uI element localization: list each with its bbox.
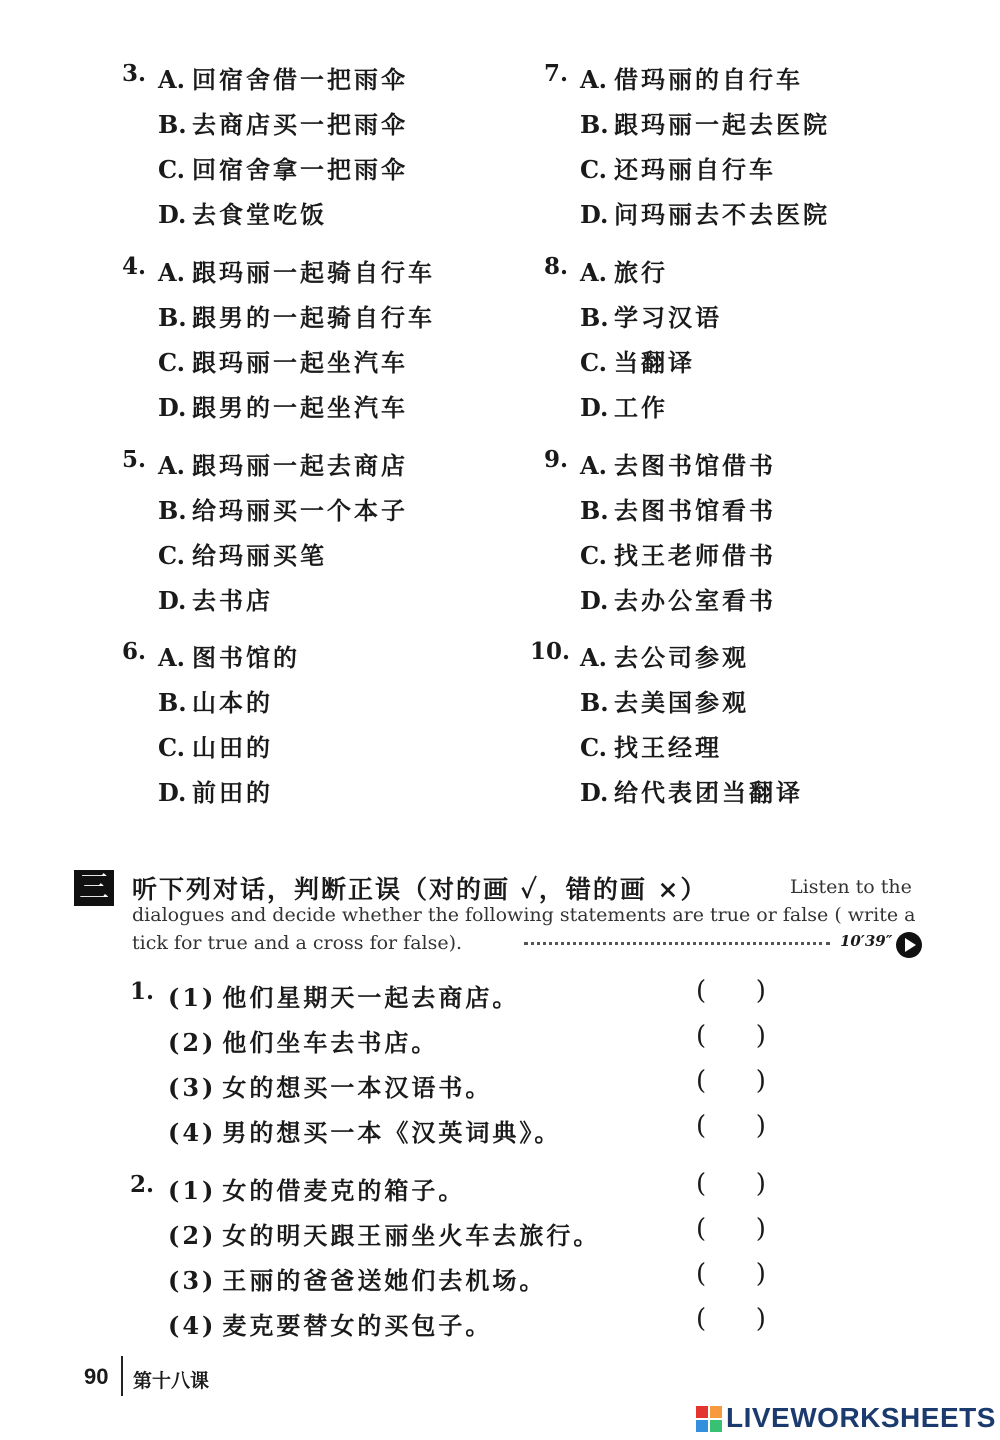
answer-option[interactable]: [580, 388, 668, 423]
section-title: 听下列对话，判断正误（对的画 ✓，错的画 ×）: [132, 875, 708, 904]
question-number: 4.: [122, 253, 147, 280]
option-text: 去图书馆看书: [614, 496, 776, 525]
option-text: 图书馆的: [192, 643, 300, 672]
answer-option[interactable]: [580, 150, 776, 185]
tf-statement-text: 男的想买一本《汉英词典》。: [222, 1118, 562, 1147]
option-letter: D.: [580, 393, 609, 422]
option-text: 找王经理: [614, 733, 722, 762]
footer-divider: [121, 1356, 123, 1396]
answer-option[interactable]: [580, 491, 776, 526]
option-text: 给代表团当翻译: [614, 778, 803, 807]
answer-option[interactable]: [158, 298, 435, 333]
answer-blank[interactable]: ( ): [696, 1214, 766, 1244]
option-text: 给玛丽买笔: [192, 541, 327, 570]
answer-blank[interactable]: ( ): [696, 1169, 766, 1199]
answer-blank[interactable]: ( ): [696, 1021, 766, 1051]
option-text: 去食堂吃饭: [192, 200, 327, 229]
option-text: 去办公室看书: [614, 586, 776, 615]
option-letter: B.: [158, 110, 187, 139]
option-text: 山本的: [192, 688, 273, 717]
option-text: 回宿舍拿一把雨伞: [192, 155, 408, 184]
option-letter: A.: [580, 451, 607, 480]
option-text: 去商店买一把雨伞: [192, 110, 408, 139]
tf-statement: [168, 978, 519, 1013]
option-letter: D.: [158, 200, 187, 229]
logo-square-3: [696, 1420, 708, 1432]
answer-blank[interactable]: ( ): [696, 1111, 766, 1141]
section-number-badge: 三: [74, 870, 114, 906]
page-number: 90: [84, 1364, 109, 1389]
question-number: 10.: [530, 638, 571, 665]
option-text: 去公司参观: [614, 643, 749, 672]
answer-option[interactable]: [580, 773, 803, 808]
logo-square-4: [710, 1420, 722, 1432]
tf-group-number: 1.: [130, 978, 155, 1005]
tf-statement: [168, 1113, 561, 1148]
answer-option[interactable]: [580, 253, 668, 288]
tf-statement-label: (1): [168, 983, 217, 1012]
tf-statement: [168, 1261, 546, 1296]
option-letter: A.: [580, 643, 607, 672]
option-letter: C.: [158, 541, 186, 570]
tf-statement-text: 他们星期天一起去商店。: [222, 983, 520, 1012]
answer-option[interactable]: [580, 638, 749, 673]
tf-statement-label: (2): [168, 1221, 217, 1250]
tf-statement-label: (2): [168, 1028, 217, 1057]
answer-option[interactable]: [580, 298, 722, 333]
option-letter: A.: [580, 65, 607, 94]
answer-option[interactable]: [158, 638, 300, 673]
option-letter: D.: [158, 778, 187, 807]
tf-statement-text: 女的借麦克的箱子。: [222, 1176, 466, 1205]
answer-option[interactable]: [158, 253, 435, 288]
option-text: 山田的: [192, 733, 273, 762]
option-text: 找王老师借书: [614, 541, 776, 570]
option-letter: C.: [158, 155, 186, 184]
option-text: 跟玛丽一起坐汽车: [192, 348, 408, 377]
answer-option[interactable]: [158, 683, 273, 718]
play-icon[interactable]: [896, 932, 922, 958]
answer-option[interactable]: [580, 581, 776, 616]
tf-statement: [168, 1068, 492, 1103]
question-number: 5.: [122, 446, 147, 473]
option-letter: C.: [158, 733, 186, 762]
question-number: 6.: [122, 638, 147, 665]
option-letter: D.: [580, 586, 609, 615]
option-text: 去图书馆借书: [614, 451, 776, 480]
option-text: 学习汉语: [614, 303, 722, 332]
answer-blank[interactable]: ( ): [696, 1304, 766, 1334]
option-letter: B.: [158, 496, 187, 525]
option-letter: B.: [580, 496, 609, 525]
option-text: 还玛丽自行车: [614, 155, 776, 184]
option-letter: B.: [158, 688, 187, 717]
option-letter: B.: [580, 110, 609, 139]
tf-statement-text: 女的想买一本汉语书。: [222, 1073, 493, 1102]
option-text: 去书店: [192, 586, 273, 615]
answer-option[interactable]: [580, 343, 695, 378]
option-letter: B.: [158, 303, 187, 332]
option-letter: A.: [158, 258, 185, 287]
answer-option[interactable]: [580, 60, 803, 95]
option-text: 借玛丽的自行车: [614, 65, 803, 94]
option-letter: A.: [158, 643, 185, 672]
question-number: 8.: [544, 253, 569, 280]
option-letter: C.: [580, 155, 608, 184]
question-number: 3.: [122, 60, 147, 87]
tf-statement-label: (3): [168, 1073, 217, 1102]
option-letter: C.: [580, 541, 608, 570]
tf-statement-label: (4): [168, 1118, 217, 1147]
option-letter: C.: [580, 733, 608, 762]
option-text: 回宿舍借一把雨伞: [192, 65, 408, 94]
tf-statement-label: (3): [168, 1266, 217, 1295]
answer-option[interactable]: [580, 105, 830, 140]
option-letter: A.: [158, 65, 185, 94]
audio-timecode: 10′39″: [840, 932, 893, 950]
tf-statement: [168, 1171, 465, 1206]
option-letter: D.: [158, 586, 187, 615]
section-instruction-en-2: dialogues and decide whether the following statements are true or false ( write a: [132, 904, 916, 926]
answer-blank[interactable]: ( ): [696, 1259, 766, 1289]
question-number: 7.: [544, 60, 569, 87]
option-letter: A.: [580, 258, 607, 287]
section-instruction-en-1: Listen to the: [790, 876, 912, 898]
answer-option[interactable]: [158, 60, 408, 95]
answer-option[interactable]: [158, 446, 408, 481]
logo-square-1: [696, 1406, 708, 1418]
answer-option[interactable]: [158, 773, 273, 808]
tf-statement-label: (1): [168, 1176, 217, 1205]
liveworksheets-logo-icon: [696, 1406, 722, 1432]
option-text: 跟玛丽一起去医院: [614, 110, 830, 139]
answer-option[interactable]: [580, 728, 722, 763]
option-letter: B.: [580, 688, 609, 717]
answer-blank[interactable]: ( ): [696, 1066, 766, 1096]
tf-statement-text: 他们坐车去书店。: [222, 1028, 439, 1057]
tf-statement-text: 女的明天跟王丽坐火车去旅行。: [222, 1221, 601, 1250]
option-text: 跟玛丽一起骑自行车: [192, 258, 435, 287]
dotted-leader: [524, 942, 830, 945]
option-letter: D.: [580, 200, 609, 229]
option-letter: C.: [158, 348, 186, 377]
answer-option[interactable]: [158, 150, 408, 185]
tf-group-number: 2.: [130, 1171, 155, 1198]
answer-option[interactable]: [158, 491, 408, 526]
option-text: 去美国参观: [614, 688, 749, 717]
option-letter: D.: [580, 778, 609, 807]
logo-square-2: [710, 1406, 722, 1418]
option-letter: C.: [580, 348, 608, 377]
answer-blank[interactable]: ( ): [696, 976, 766, 1006]
answer-option[interactable]: [580, 683, 749, 718]
answer-option[interactable]: [580, 195, 830, 230]
option-text: 给玛丽买一个本子: [192, 496, 408, 525]
lesson-label: 第十八课: [133, 1371, 210, 1392]
option-letter: B.: [580, 303, 609, 332]
option-text: 问玛丽去不去医院: [614, 200, 830, 229]
option-text: 当翻译: [614, 348, 695, 377]
option-text: 跟男的一起坐汽车: [192, 393, 408, 422]
tf-statement-text: 王丽的爸爸送她们去机场。: [222, 1266, 547, 1295]
tf-statement: [168, 1023, 438, 1058]
option-text: 工作: [614, 393, 668, 422]
tf-statement-text: 麦克要替女的买包子。: [222, 1311, 493, 1340]
answer-option[interactable]: [158, 536, 327, 571]
tf-statement-label: (4): [168, 1311, 217, 1340]
answer-option[interactable]: [158, 105, 408, 140]
option-letter: D.: [158, 393, 187, 422]
answer-option[interactable]: [158, 581, 273, 616]
brand-text: LIVEWORKSHEETS: [726, 1402, 996, 1433]
question-number: 9.: [544, 446, 569, 473]
section-instruction-en-3: tick for true and a cross for false).: [132, 932, 463, 954]
answer-option[interactable]: [158, 343, 408, 378]
answer-option[interactable]: [158, 728, 273, 763]
option-text: 跟玛丽一起去商店: [192, 451, 408, 480]
option-text: 跟男的一起骑自行车: [192, 303, 435, 332]
tf-statement: [168, 1216, 600, 1251]
option-text: 前田的: [192, 778, 273, 807]
option-text: 旅行: [614, 258, 668, 287]
answer-option[interactable]: [158, 388, 408, 423]
answer-option[interactable]: [158, 195, 327, 230]
answer-option[interactable]: [580, 536, 776, 571]
answer-option[interactable]: [580, 446, 776, 481]
option-letter: A.: [158, 451, 185, 480]
tf-statement: [168, 1306, 492, 1341]
